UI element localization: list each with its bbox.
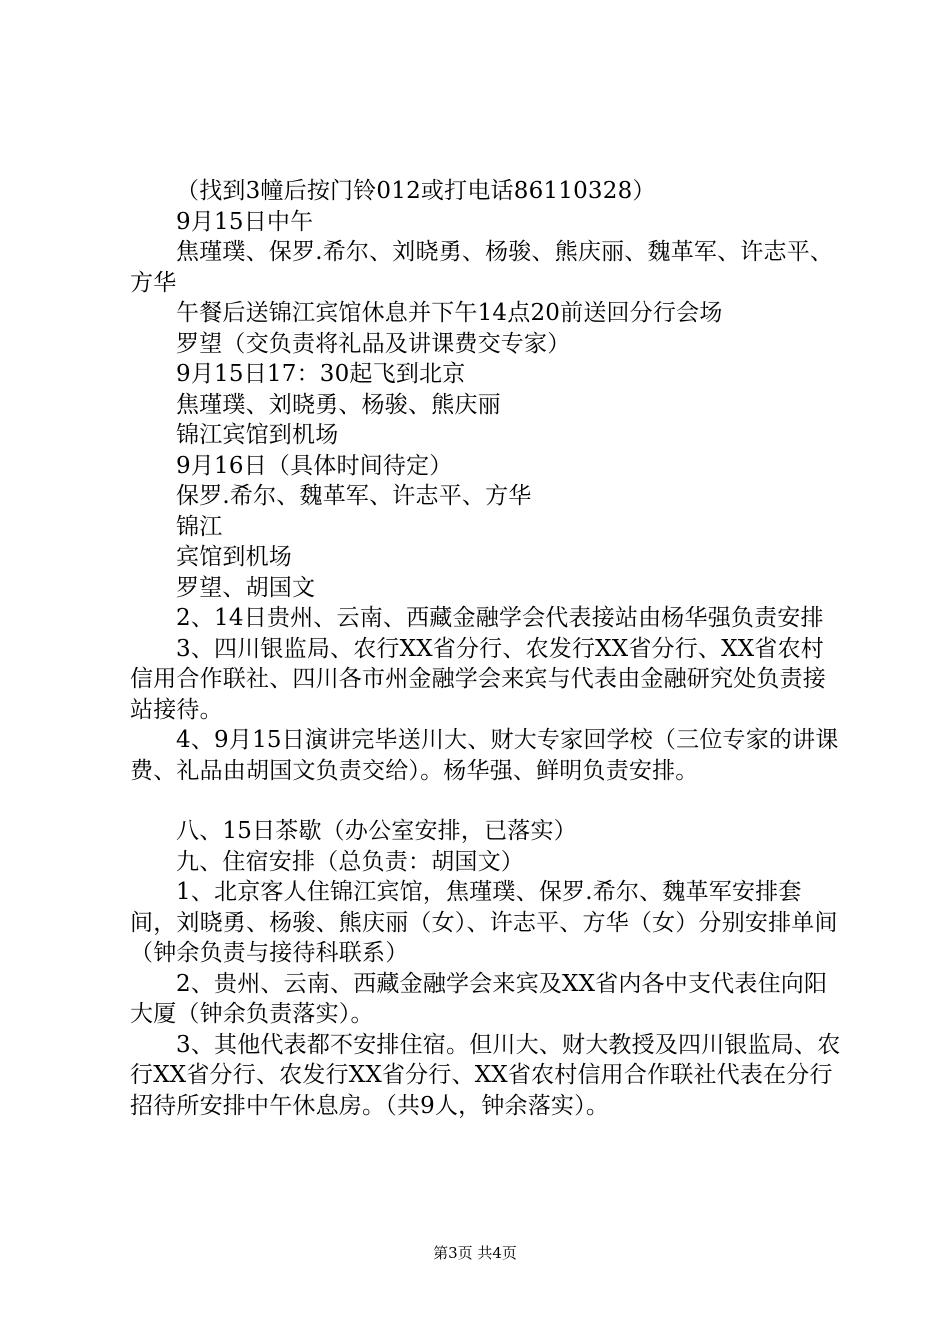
paragraph: （找到3幢后按门铃012或打电话86110328） (176, 178, 656, 204)
paragraph: 3、四川银监局、农行XX省分行、农发行XX省分行、XX省农村信用合作联社、四川各市州金融学会来宾与代表由金融研究处负责接站接待。 (130, 635, 826, 723)
paragraph: 2、14日贵州、云南、西藏金融学会代表接站由杨华强负责安排 (176, 605, 824, 631)
paragraph: 午餐后送锦江宾馆休息并下午14点20前送回分行会场 (176, 300, 723, 326)
paragraph: 锦江宾馆到机场 (176, 422, 339, 448)
paragraph: 锦江 (176, 513, 223, 540)
paragraph: 4、9月15日演讲完毕送川大、财大专家回学校（三位专家的讲课费、礼品由胡国文负责交给）。杨华强、鲜明负责安排。 (130, 727, 839, 784)
paragraph: 保罗.希尔、魏革军、许志平、方华 (176, 483, 532, 509)
paragraph: 9月15日中午 (176, 208, 314, 235)
paragraph: 九、住宿安排（总负责：胡国文） (176, 848, 524, 875)
paragraph: 宾馆到机场 (176, 544, 292, 570)
paragraph: 2、贵州、云南、西藏金融学会来宾及XX省内各中支代表住向阳大厦（钟余负责落实）。 (130, 970, 828, 1027)
paragraph: 八、15日茶歇（办公室安排，已落实） (176, 818, 577, 844)
paragraph: 1、北京客人住锦江宾馆，焦瑾璞、保罗.希尔、魏革军安排套间，刘晓勇、杨骏、熊庆丽（女）、许志平、方华（女）分别安排单间（钟余负责与接待科联系） (130, 879, 838, 966)
paragraph-gap (130, 786, 842, 816)
paragraph: 9月16日（具体时间待定） (176, 452, 453, 479)
page-footer: 第3页 共4页 (433, 1244, 517, 1262)
document-body (130, 176, 842, 1121)
paragraph: 罗望（交负责将礼品及讲课费交专家） (176, 330, 571, 357)
paragraph: 罗望、胡国文 (176, 574, 316, 601)
paragraph: 焦瑾璞、保罗.希尔、刘晓勇、杨骏、熊庆丽、魏革军、许志平、方华 (130, 239, 834, 296)
paragraph: 9月15日17：30起飞到北京 (176, 361, 466, 387)
paragraph: 3、其他代表都不安排住宿。但川大、财大教授及四川银监局、农行XX省分行、农发行XX省分行、XX省农村信用合作联社代表在分行招待所安排中午休息房。（共9人，钟余落实）。 (130, 1031, 841, 1119)
paragraph: 焦瑾璞、刘晓勇、杨骏、熊庆丽 (176, 391, 501, 418)
